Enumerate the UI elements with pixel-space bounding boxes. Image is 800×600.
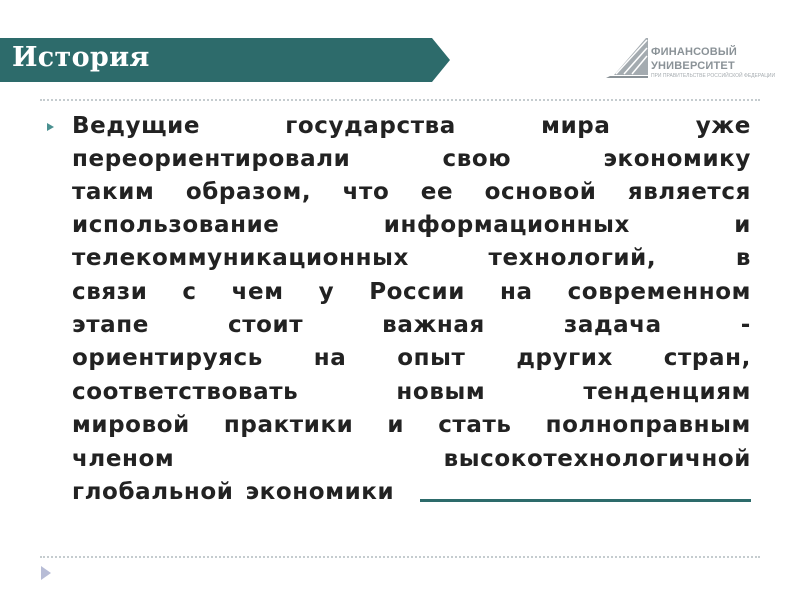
logo-text-line1: ФИНАНСОВЫЙ [651, 46, 737, 58]
body-line [72, 245, 751, 271]
body-word: является [627, 179, 751, 205]
body-word: стран, [663, 345, 751, 371]
page-title: История [12, 42, 150, 73]
body-word: полноправным [545, 412, 751, 438]
body-word: с [182, 279, 197, 305]
university-logo [604, 30, 776, 82]
body-word: государства [285, 113, 456, 139]
body-word: важная [382, 312, 485, 338]
body-word: новым [396, 379, 486, 405]
body-line [72, 279, 751, 305]
body-word: и [387, 412, 405, 438]
slide-nav-arrow-icon[interactable] [40, 565, 52, 581]
body-line [72, 113, 751, 139]
body-word: мира [541, 113, 611, 139]
logo-tagline: ПРИ ПРАВИТЕЛЬСТВЕ РОССИЙСКОЙ ФЕДЕРАЦИИ [651, 73, 776, 79]
body-word: и [734, 212, 751, 238]
body-word: ориентируясь [72, 345, 263, 371]
body-word: экономики [245, 479, 395, 505]
body-line [72, 412, 751, 438]
body-word: связи [72, 279, 148, 305]
body-word: высокотехнологичной [443, 446, 751, 472]
body-line [72, 312, 751, 338]
body-word: образом, [185, 179, 312, 205]
body-word: этапе [72, 312, 149, 338]
body-word: мировой [72, 412, 190, 438]
body-word: телекоммуникационных [72, 245, 409, 271]
body-word: современном [567, 279, 751, 305]
body-word: использование [72, 212, 280, 238]
body-word: что [342, 179, 390, 205]
body-line [72, 446, 751, 472]
body-word: членом [72, 446, 175, 472]
logo-text-line2: УНИВЕРСИТЕТ [651, 60, 735, 72]
body-word: ее [420, 179, 454, 205]
body-word: у [318, 279, 335, 305]
body-line [72, 146, 751, 172]
body-word: переориентировали [72, 146, 351, 172]
body-word: уже [695, 113, 751, 139]
bullet-arrow-icon [47, 123, 54, 131]
body-word: - [740, 312, 751, 338]
body-word: стать [438, 412, 512, 438]
body-word: технологий, [488, 245, 657, 271]
body-word: экономику [603, 146, 751, 172]
body-word: стоит [227, 312, 304, 338]
body-word: Ведущие [72, 113, 201, 139]
body-line [72, 345, 751, 371]
body-word: таким [72, 179, 155, 205]
title-banner [0, 38, 450, 82]
body-word: других [516, 345, 613, 371]
body-word: тенденциям [583, 379, 751, 405]
body-word: в [735, 245, 751, 271]
body-line [72, 379, 751, 405]
body-word: на [313, 345, 347, 371]
body-line [72, 179, 751, 205]
body-word: чем [231, 279, 284, 305]
body-word: основой [484, 179, 597, 205]
body-word: информационных [383, 212, 630, 238]
body-word: соответствовать [72, 379, 299, 405]
body-line [72, 212, 751, 238]
logo-emblem-icon [604, 30, 652, 82]
body-word: свою [442, 146, 512, 172]
body-word: России [369, 279, 465, 305]
bottom-divider [40, 556, 760, 558]
body-word: глобальной [72, 479, 234, 505]
body-word: опыт [397, 345, 466, 371]
body-word: на [499, 279, 533, 305]
body-word: практики [223, 412, 354, 438]
top-divider [40, 99, 760, 101]
body-word: задача [563, 312, 662, 338]
accent-underline [420, 499, 751, 502]
